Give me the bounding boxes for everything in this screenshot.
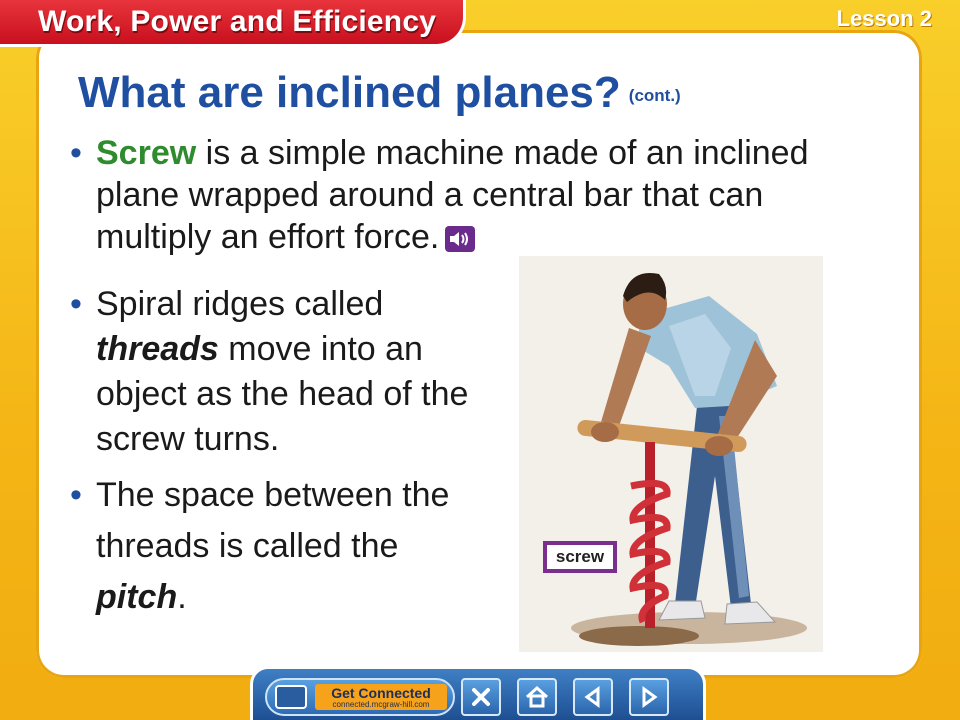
speaker-icon[interactable]: [445, 226, 475, 252]
bullet1-text: is a simple machine made of an inclined plane wrapped around a central bar that can multiply an effort force.: [96, 134, 809, 256]
term-screw: Screw: [96, 134, 197, 172]
previous-button[interactable]: [573, 678, 613, 716]
bullet3-pre: The space between the threads is called the: [96, 476, 450, 565]
home-button[interactable]: [517, 678, 557, 716]
close-icon: [470, 686, 492, 708]
bullet-dot: •: [70, 285, 82, 323]
bullet-dot: •: [70, 476, 82, 514]
lesson-label: Lesson 2: [836, 6, 932, 31]
term-threads: threads: [96, 330, 219, 368]
bullet-pitch: [70, 470, 456, 623]
chapter-title-tab: [0, 0, 466, 47]
home-icon: [525, 686, 549, 708]
slide-title-suffix: (cont.): [628, 86, 681, 105]
auger-drawing: [519, 256, 823, 652]
get-connected-title: Get Connected: [331, 685, 431, 701]
monitor-icon: [275, 685, 307, 709]
exit-button[interactable]: [461, 678, 501, 716]
bullet-threads: [70, 282, 476, 462]
navigation-bar: [250, 666, 706, 720]
bullet-dot: •: [70, 134, 82, 172]
man-using-screw-auger-illustration: [519, 256, 823, 652]
get-connected-url: connected.mcgraw-hill.com: [332, 700, 430, 709]
arrow-right-icon: [638, 686, 660, 708]
get-connected-button[interactable]: [265, 678, 455, 716]
bullet3-post: .: [177, 578, 187, 616]
screw-label: screw: [543, 541, 617, 573]
term-pitch: pitch: [96, 578, 178, 616]
next-button[interactable]: [629, 678, 669, 716]
arrow-left-icon: [582, 686, 604, 708]
slide-title-text: What are inclined planes?: [78, 68, 621, 117]
bullet2-pre: Spiral ridges called: [96, 285, 384, 323]
slide-title: [78, 68, 681, 118]
get-connected-label-box: [315, 684, 447, 710]
chapter-title: Work, Power and Efficiency: [38, 5, 437, 38]
bullet-screw-definition: [70, 132, 856, 258]
bullet2-post: move into an object as the head of the screw turns.: [96, 330, 469, 458]
